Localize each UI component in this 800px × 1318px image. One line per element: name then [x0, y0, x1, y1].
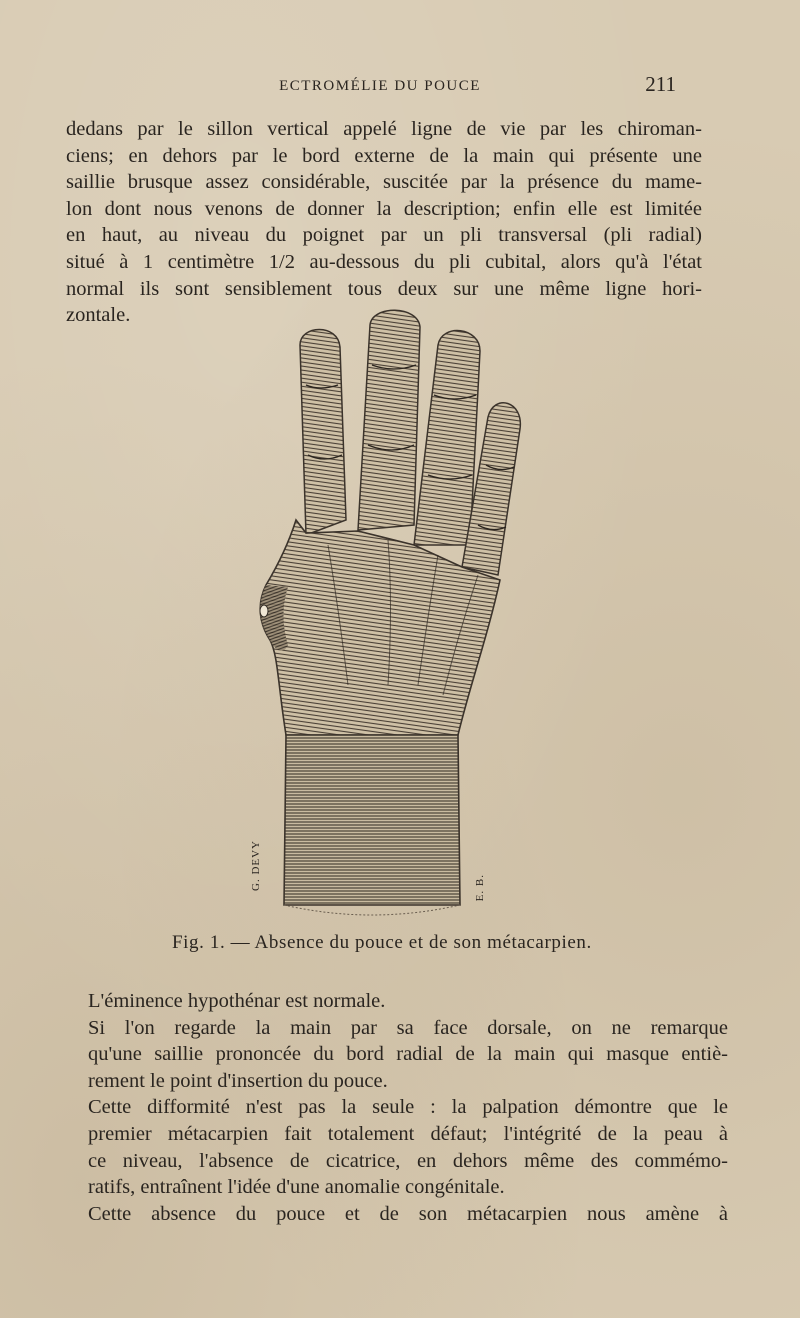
text-line: Si l'on regarde la main par sa face dorsale, on ne remarque [88, 1016, 728, 1039]
figure-caption: Fig. 1. — Absence du pouce et de son métacarpien. [172, 932, 592, 953]
hand-engraving [248, 305, 538, 935]
running-title: ECTROMÉLIE DU POUCE [279, 78, 481, 94]
text-line: Cette absence du pouce et de son métacarpien nous amène à [88, 1202, 728, 1225]
finger-ring [358, 310, 420, 530]
running-head [60, 72, 700, 102]
paragraph-2 [88, 988, 728, 1227]
text-line: en haut, au niveau du poignet par un pli transversal (pli radial) [66, 224, 702, 247]
text-line: qu'une saillie prononcée du bord radial de la main qui masque entiè- [88, 1043, 728, 1066]
text-line: L'éminence hypothénar est normale. [88, 990, 386, 1012]
text-line: zontale. [66, 304, 131, 327]
engraver-signature-right: E. B. [474, 874, 486, 902]
text-line: rement le point d'insertion du pouce. [88, 1069, 388, 1092]
text-line: ratifs, entraînent l'idée d'une anomalie congénitale. [88, 1176, 505, 1199]
text-line: lon dont nous venons de donner la description; enfin elle est limitée [66, 197, 702, 220]
paragraph-1 [66, 116, 702, 329]
finger-little [300, 330, 346, 536]
text-line: ciens; en dehors par le bord externe de la main qui présente une [66, 144, 702, 167]
text-line: saillie brusque assez considérable, suscitée par la présence du mame- [66, 171, 702, 194]
text-line: ce niveau, l'absence de cicatrice, en dehors même des commémo- [88, 1149, 728, 1172]
page-number: 211 [645, 72, 676, 96]
text-line: premier métacarpien fait totalement défaut; l'intégrité de la peau à [88, 1122, 728, 1145]
text-line: situé à 1 centimètre 1/2 au-dessous du pli cubital, alors qu'à l'état [66, 250, 702, 273]
text-line: normal ils sont sensiblement tous deux sur une même ligne hori- [66, 277, 702, 300]
wrist [284, 735, 460, 905]
hand-engraving-figure [248, 305, 538, 935]
finger-middle [414, 331, 480, 545]
engraver-signature-left: G. DEVY [250, 840, 262, 891]
text-line: Cette difformité n'est pas la seule : la palpation démontre que le [88, 1096, 728, 1119]
text-line: dedans par le sillon vertical appelé ligne de vie par les chiroman- [66, 118, 702, 140]
